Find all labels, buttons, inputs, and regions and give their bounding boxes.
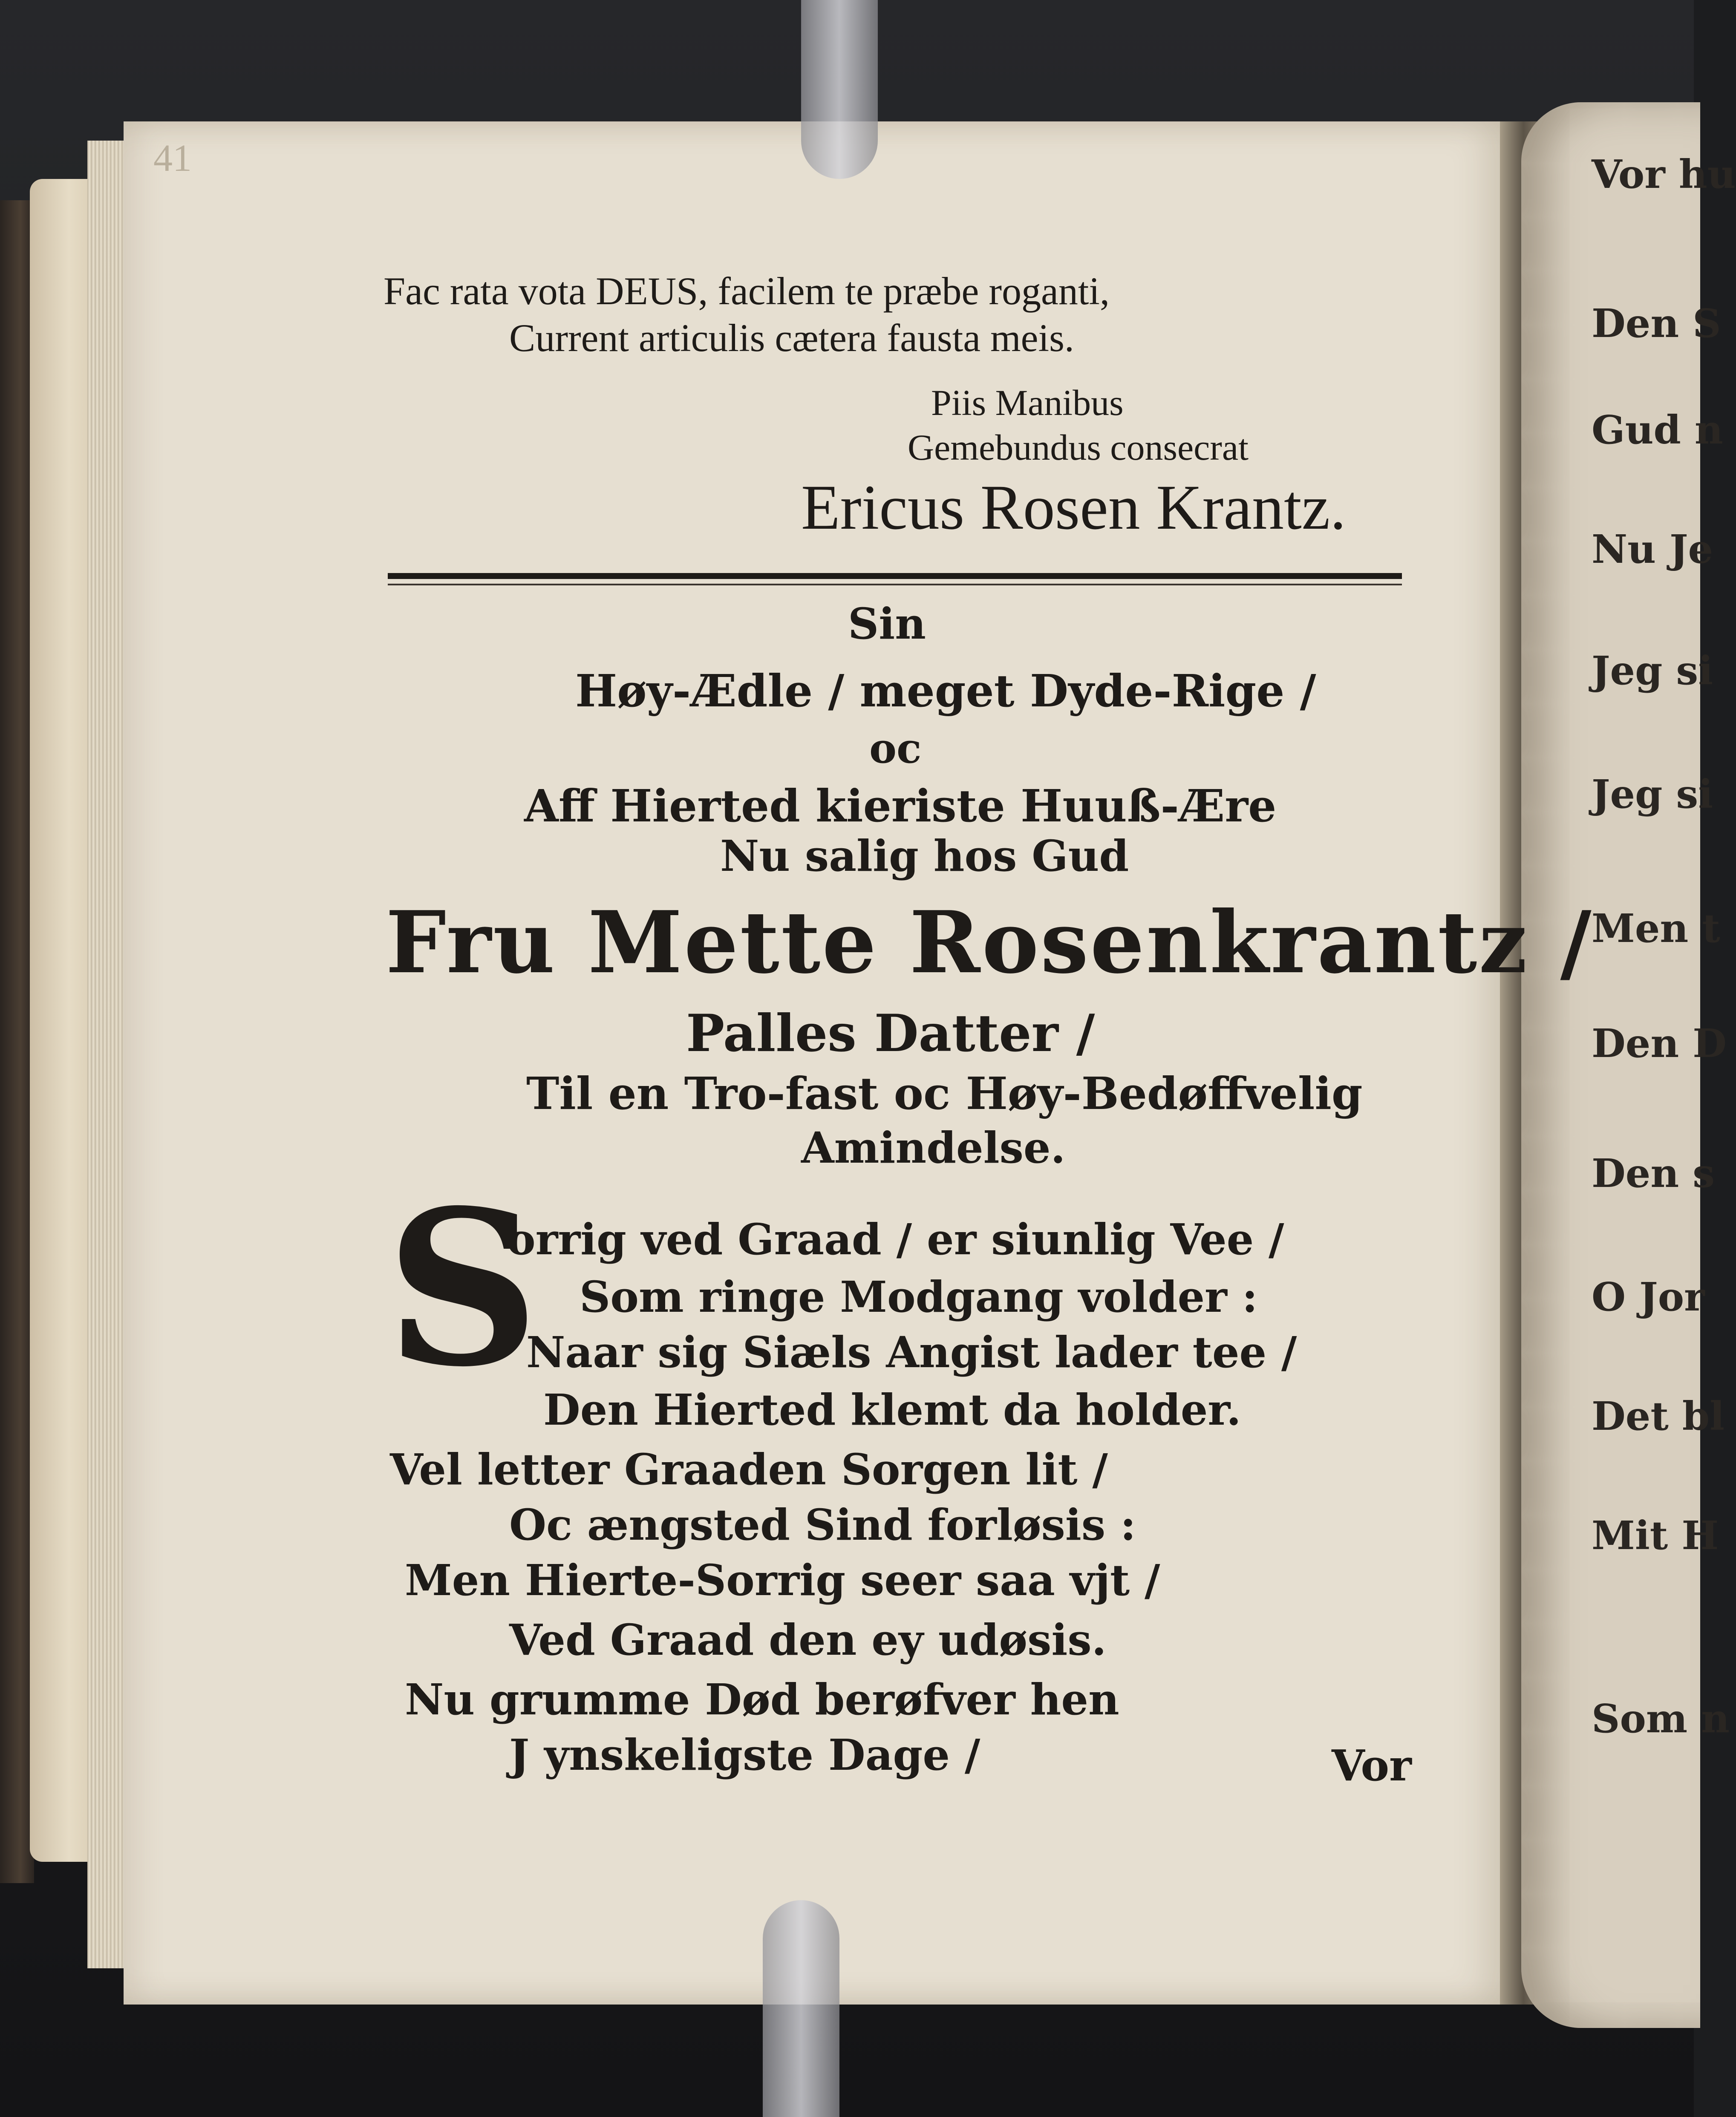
right-page-line: Den s: [1592, 1150, 1715, 1196]
title-line: Nu salig hos Gud: [720, 831, 1129, 881]
book-cover-edge: [0, 200, 34, 1883]
right-page-line: Gud n: [1592, 407, 1723, 453]
dedication-line: Piis Manibus: [931, 382, 1124, 423]
title-line: Til en Tro-fast oc Høy-Bedøffvelig: [526, 1067, 1363, 1120]
right-page-line: Som n: [1592, 1696, 1730, 1742]
title-line: Sin: [848, 599, 926, 649]
right-page-line: Den S: [1592, 300, 1721, 346]
right-page-line: Jeg si: [1592, 771, 1713, 817]
latin-verse-line: Fac rata vota DEUS, facilem te præbe roganti,: [384, 269, 1110, 313]
divider-rule: [388, 573, 1402, 579]
latin-verse-line: Current articulis cætera fausta meis.: [509, 316, 1074, 360]
right-page-line: Den D: [1592, 1020, 1727, 1066]
dedication-author: Ericus Rosen Krantz.: [801, 472, 1346, 543]
poem-line: Den Hierted klemt da holder.: [543, 1385, 1241, 1435]
poem-line: Ved Graad den ey udøsis.: [509, 1615, 1107, 1665]
poem-line: orrig ved Graad / er siunlig Vee /: [507, 1214, 1284, 1264]
poem-line: Som ringe Modgang volder :: [580, 1272, 1258, 1322]
poem-line: Vel letter Graaden Sorgen lit /: [390, 1444, 1108, 1495]
title-line: Amindelse.: [801, 1123, 1066, 1173]
right-page-line: Det bl: [1592, 1393, 1725, 1439]
right-page-line: Men t: [1592, 905, 1720, 951]
dedication-line: Gemebundus consecrat: [908, 427, 1249, 468]
right-page-line: Jeg si: [1592, 648, 1713, 694]
poem-line: Naar sig Siæls Angist lader tee /: [526, 1327, 1297, 1377]
title-line: oc: [869, 724, 922, 772]
page-number: 41: [153, 137, 192, 179]
poem-line: J ynskeligste Dage /: [509, 1730, 980, 1780]
title-line: Høy-Ædle / meget Dyde-Rige /: [575, 665, 1316, 717]
drop-cap-initial: S: [386, 1164, 540, 1414]
page-holder-clip-top: [801, 0, 878, 179]
right-page-line: Mit H: [1592, 1512, 1719, 1558]
poem-line: Men Hierte-Sorrig seer saa vjt /: [405, 1555, 1160, 1605]
poem-line: Oc ængsted Sind forløsis :: [509, 1500, 1136, 1550]
title-line: Aff Hierted kieriste Huuß-Ære: [524, 780, 1277, 832]
right-page-line: O Jor: [1592, 1274, 1705, 1320]
page-holder-clip-bottom: [763, 1900, 839, 2117]
poem-line: Nu grumme Død berøfver hen: [405, 1674, 1119, 1725]
right-page-line: Nu Je: [1592, 526, 1713, 572]
catchword: Vor: [1332, 1740, 1412, 1791]
divider-rule-thin: [388, 584, 1402, 585]
title-line: Palles Datter /: [686, 1003, 1095, 1063]
deceased-name: Fru Mette Rosenkrantz /: [386, 893, 1593, 993]
right-page-line: Vor hu: [1592, 151, 1736, 197]
